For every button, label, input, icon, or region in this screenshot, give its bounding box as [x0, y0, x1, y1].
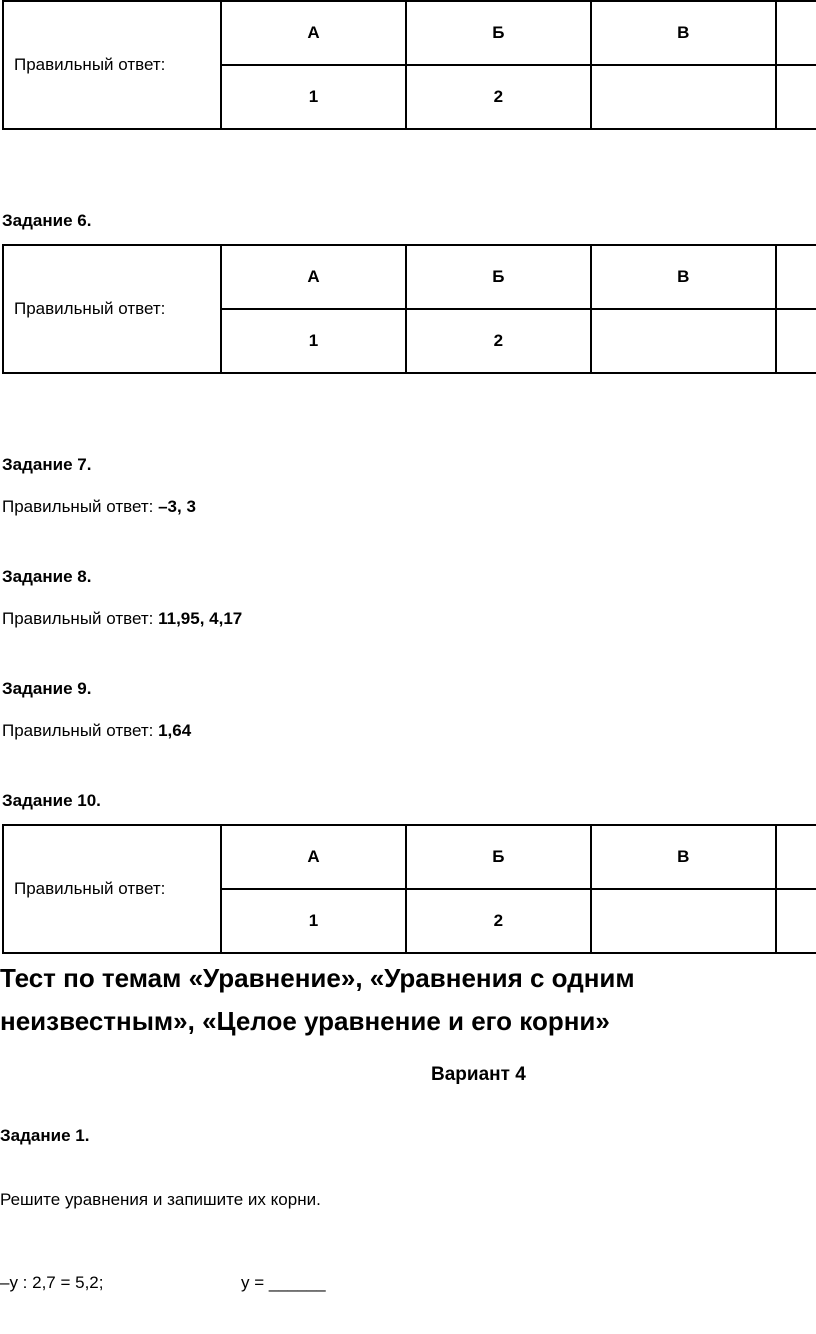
variant-label: Вариант 4 [431, 1064, 526, 1085]
task7-title: Задание 7. [2, 455, 92, 474]
answer-prefix: Правильный ответ: [2, 609, 159, 628]
answer-value: –3, 3 [158, 497, 196, 516]
value-a: 1 [221, 65, 406, 129]
header-b: Б [406, 1, 591, 65]
value-v [591, 65, 776, 129]
task9-title: Задание 9. [2, 679, 92, 698]
answer-table-task6 [2, 244, 816, 374]
value-v [591, 889, 776, 953]
equation: –y : 2,7 = 5,2; [0, 1273, 104, 1292]
header-v: В [591, 1, 776, 65]
test-title-line1: Тест по темам «Уравнение», «Уравнения с одним [0, 963, 635, 993]
answer-label: Правильный ответ: [3, 245, 221, 373]
task7-answer [2, 497, 196, 517]
value-b: 2 [406, 65, 591, 129]
header-v: В [591, 825, 776, 889]
header-a: А [221, 825, 406, 889]
header-b: Б [406, 245, 591, 309]
answer-blank: y = ______ [241, 1273, 326, 1292]
task8-title: Задание 8. [2, 567, 92, 586]
value-b: 2 [406, 889, 591, 953]
task10-title: Задание 10. [2, 791, 101, 810]
answer-table-task10 [2, 824, 816, 954]
task1-title: Задание 1. [0, 1126, 90, 1145]
task9-answer [2, 721, 191, 741]
header-a: А [221, 1, 406, 65]
task8-answer [2, 609, 242, 629]
value-a: 1 [221, 309, 406, 373]
test-title [0, 957, 816, 1043]
header-b: Б [406, 825, 591, 889]
header-v: В [591, 245, 776, 309]
value-extra [776, 309, 816, 373]
answer-value: 11,95, 4,17 [158, 609, 243, 628]
value-extra [776, 65, 816, 129]
value-b: 2 [406, 309, 591, 373]
answer-prefix: Правильный ответ: [2, 721, 159, 740]
answer-label: Правильный ответ: [3, 825, 221, 953]
header-extra [776, 825, 816, 889]
header-extra [776, 245, 816, 309]
value-extra [776, 889, 816, 953]
task6-title: Задание 6. [2, 211, 92, 230]
task1-instruction: Решите уравнения и запишите их корни. [0, 1190, 321, 1209]
header-a: А [221, 245, 406, 309]
header-extra [776, 1, 816, 65]
answer-table-top [2, 0, 816, 130]
value-v [591, 309, 776, 373]
answer-prefix: Правильный ответ: [2, 497, 159, 516]
test-title-line2: неизвестным», «Целое уравнение и его корни» [0, 1006, 610, 1036]
value-a: 1 [221, 889, 406, 953]
answer-label: Правильный ответ: [3, 1, 221, 129]
answer-value: 1,64 [158, 721, 192, 740]
